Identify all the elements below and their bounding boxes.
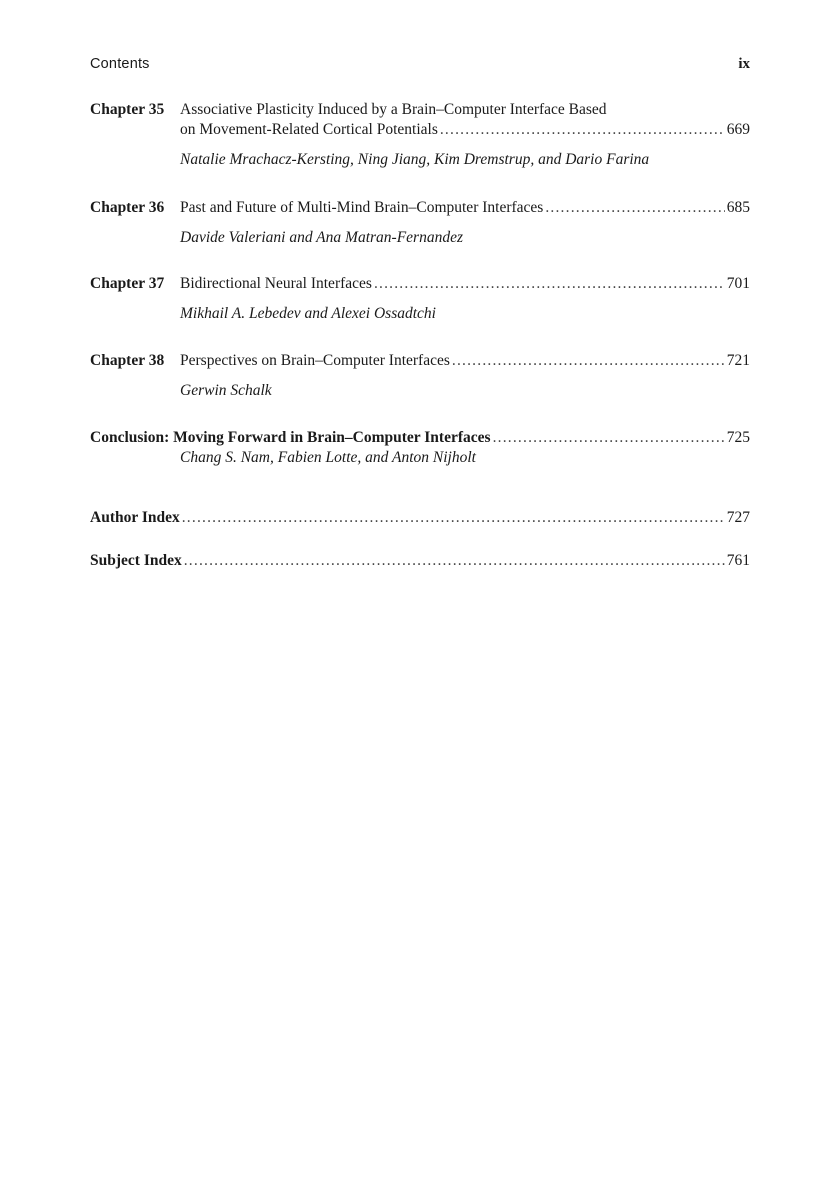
chapter-title: Past and Future of Multi-Mind Brain–Computer Interfaces: [180, 199, 544, 216]
chapter-title-continued: on Movement-Related Cortical Potentials: [180, 121, 438, 138]
chapter-authors: Natalie Mrachacz-Kersting, Ning Jiang, Kim Dremstrup, and Dario Farina: [180, 151, 650, 168]
chapter-title-line: [180, 100, 750, 120]
chapter-label: Chapter 36: [90, 199, 165, 216]
chapter-page-number: 669: [726, 121, 750, 138]
conclusion-body: [180, 448, 750, 468]
author-index-page-number: 727: [726, 509, 750, 526]
conclusion-page-number: 725: [726, 429, 750, 446]
chapter-page-number: 721: [726, 352, 750, 369]
chapter-authors: Gerwin Schalk: [180, 382, 272, 399]
chapter-body: [180, 198, 750, 248]
running-head: [90, 56, 750, 76]
conclusion-authors: Chang S. Nam, Fabien Lotte, and Anton Nijholt: [180, 449, 476, 466]
dot-leader: [182, 508, 725, 528]
chapter-title: Bidirectional Neural Interfaces: [180, 275, 372, 292]
subject-index-title: Subject Index: [90, 552, 182, 569]
chapter-title: Perspectives on Brain–Computer Interfaces: [180, 352, 450, 369]
chapter-title-line: [180, 198, 750, 218]
dot-leader: [184, 551, 725, 571]
chapter-label: Chapter 37: [90, 275, 165, 292]
chapter-title-line: [180, 351, 750, 371]
conclusion-title-row: [90, 428, 750, 448]
chapter-authors: Mikhail A. Lebedev and Alexei Ossadtchi: [180, 305, 436, 322]
conclusion-title-line: [90, 428, 750, 448]
dot-leader: [545, 198, 724, 218]
chapter-title-line: [180, 274, 750, 294]
subject-index-row: [90, 551, 750, 571]
dot-leader: [493, 428, 725, 448]
chapter-page-number: 685: [726, 199, 750, 216]
author-index-title: Author Index: [90, 509, 180, 526]
chapter-body: [180, 100, 750, 170]
dot-leader: [440, 120, 725, 140]
chapter-body: [180, 351, 750, 401]
chapter-title: Associative Plasticity Induced by a Brain–Computer Interface Based: [180, 101, 607, 118]
chapter-label: Chapter 35: [90, 101, 165, 118]
chapter-title-line: [180, 120, 750, 140]
page-number: ix: [738, 56, 750, 72]
chapter-body: [180, 274, 750, 324]
running-head-section: Contents: [90, 56, 150, 72]
chapter-label: Chapter 38: [90, 352, 165, 369]
dot-leader: [452, 351, 725, 371]
chapter-page-number: 701: [726, 275, 750, 292]
author-index-line: [90, 508, 750, 528]
author-index-row: [90, 508, 750, 528]
subject-index-page-number: 761: [726, 552, 750, 569]
chapter-authors: Davide Valeriani and Ana Matran-Fernandez: [180, 229, 463, 246]
dot-leader: [374, 274, 725, 294]
subject-index-line: [90, 551, 750, 571]
conclusion-title: Conclusion: Moving Forward in Brain–Computer Interfaces: [90, 429, 491, 446]
